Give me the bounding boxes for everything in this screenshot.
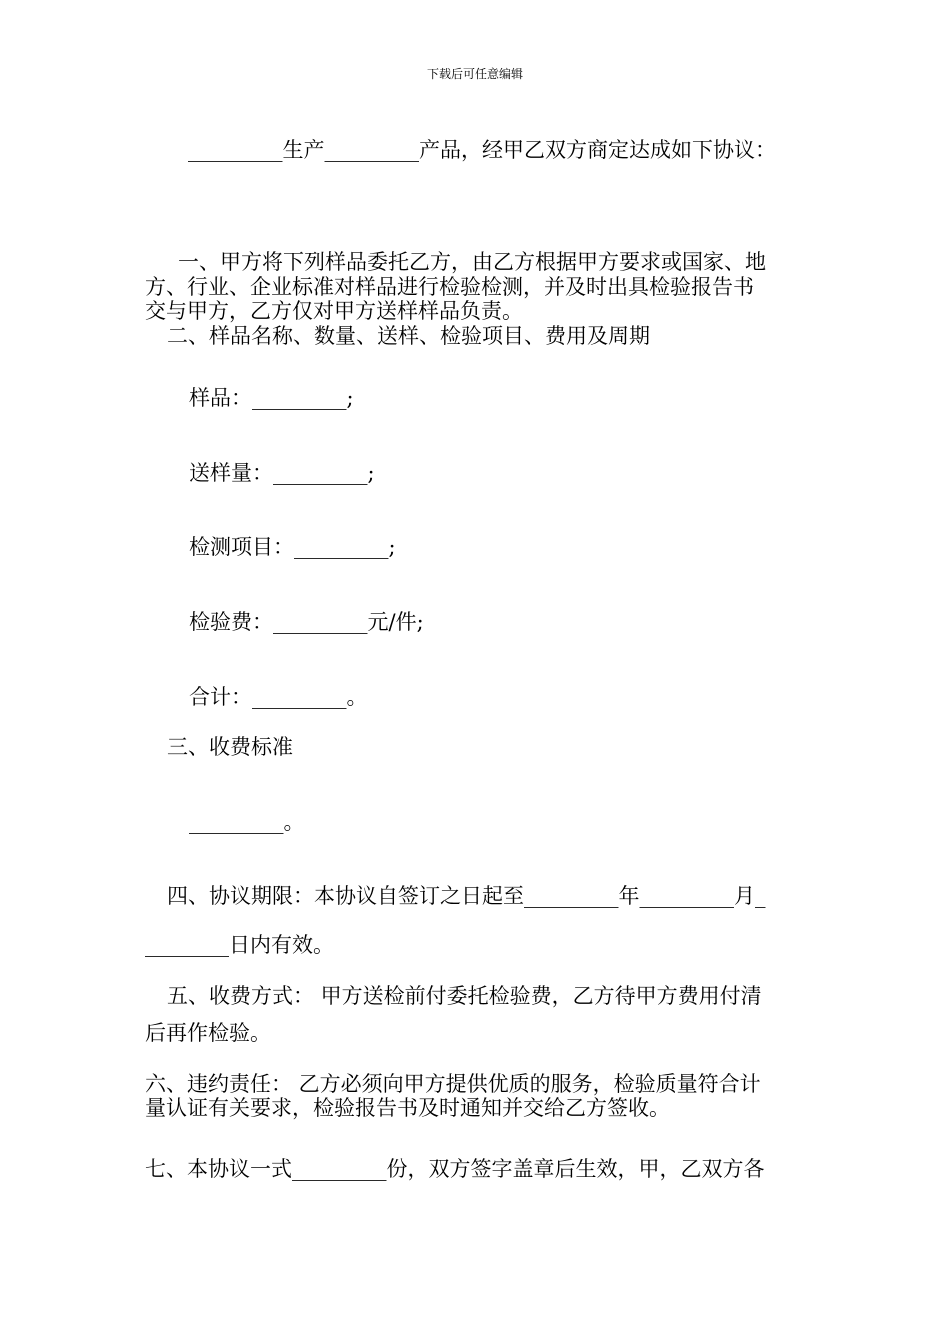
clause5-line1: 五、收费方式： 甲方送检前付委托检验费，乙方待甲方费用付清	[167, 984, 762, 1008]
clause3-title: 三、收费标准	[167, 735, 293, 759]
clause4-line2: ________日内有效。	[145, 933, 334, 957]
page-header-note: 下载后可任意编辑	[426, 67, 523, 81]
clause6-line1: 六、违约责任： 乙方必须向甲方提供优质的服务，检验质量符合计	[145, 1072, 761, 1096]
clause7-line1: 七、本协议一式_________份，双方签字盖章后生效，甲，乙双方各	[145, 1157, 765, 1181]
field-fee: 检验费：_________元/件;	[189, 610, 424, 634]
field-total: 合计：_________。	[189, 685, 368, 709]
clause1-line2: 方、行业、企业标准对样品进行检验检测，并及时出具检验报告书	[145, 275, 754, 299]
intro-line: _________生产_________产品，经甲乙双方商定达成如下协议：	[188, 138, 776, 162]
clause5-line2: 后再作检验。	[145, 1021, 271, 1045]
clause3-value: _________。	[189, 810, 305, 834]
field-quantity: 送样量：_________;	[189, 461, 375, 485]
field-sample: 样品：_________;	[189, 386, 354, 410]
clause2-title: 二、样品名称、数量、送样、检验项目、费用及周期	[167, 324, 650, 348]
clause6-line2: 量认证有关要求，检验报告书及时通知并交给乙方签收。	[145, 1096, 670, 1120]
field-items: 检测项目：_________;	[189, 535, 396, 559]
clause1-line3: 交与甲方，乙方仅对甲方送样样品负责。	[145, 299, 523, 323]
clause1-line1: 一、甲方将下列样品委托乙方，由乙方根据甲方要求或国家、地	[178, 250, 766, 274]
clause4-line1: 四、协议期限：本协议自签订之日起至_________年_________月_	[167, 884, 766, 908]
